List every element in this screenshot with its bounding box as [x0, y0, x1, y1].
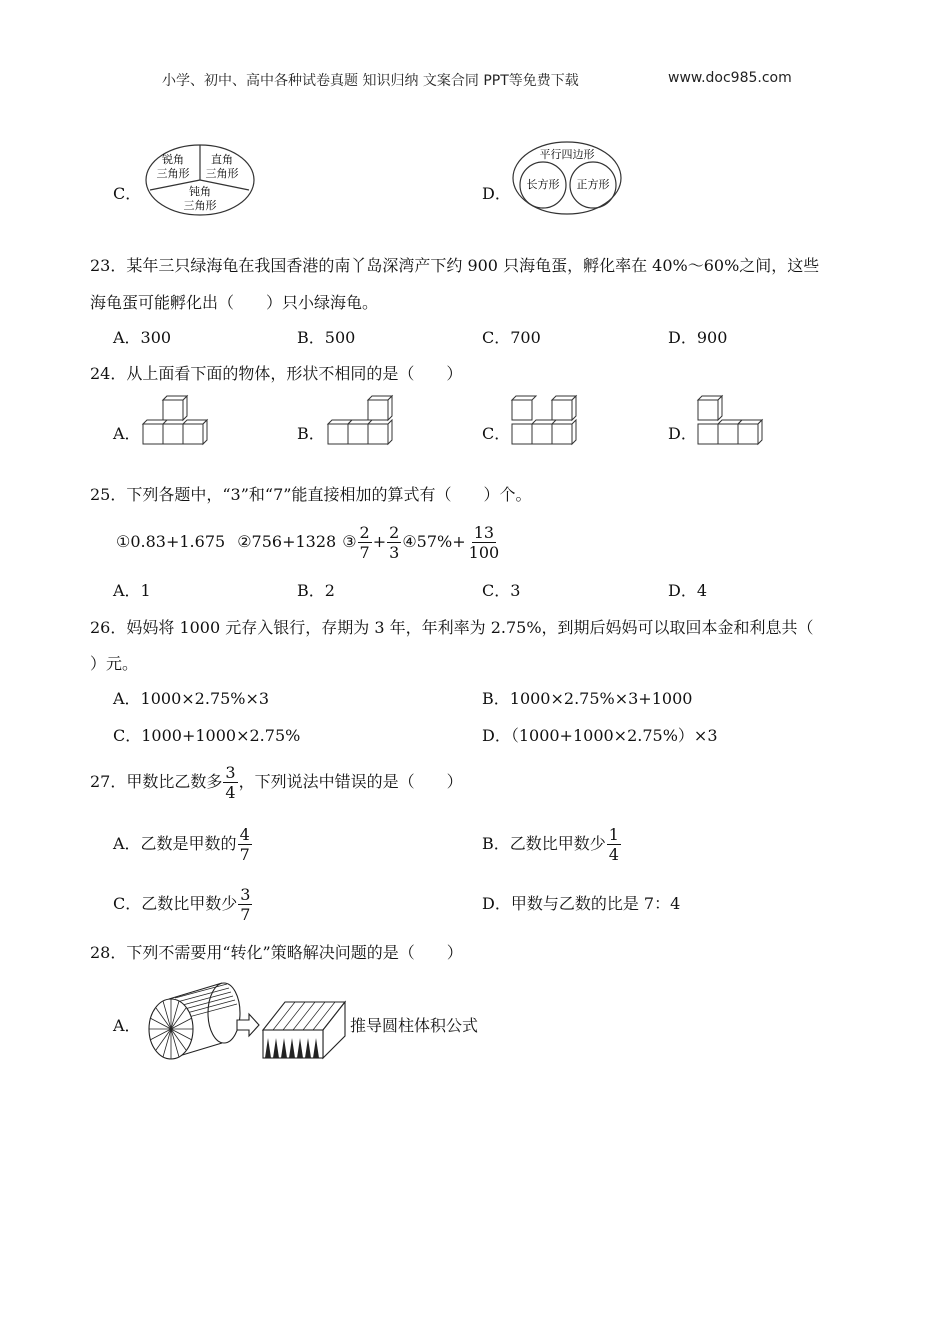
q24-option-b-label[interactable]: B．	[297, 424, 325, 443]
q27-option-d[interactable]: D．甲数与乙数的比是 7：4	[482, 894, 681, 913]
q25-expr-4-frac: $\frac{13}{100}$	[468, 522, 500, 562]
q25-expr-3-frac1: $\frac{2}{7}$	[359, 522, 370, 562]
q25-expr-2: ②756+1328	[237, 532, 337, 551]
q22-option-c-label: C．	[113, 184, 142, 203]
header-url: www.doc985.com	[668, 70, 792, 86]
q26-stem-line1: 26．妈妈将 1000 元存入银行，存期为 3 年，年利率为 2.75%，到期后妈妈可以取回本金和利息共（	[90, 618, 814, 637]
rectangle-label: 长方形	[526, 178, 560, 191]
acute-label-1: 锐角	[162, 153, 184, 166]
triangle-classification-diagram	[145, 142, 257, 216]
q25-expr-3-prefix: ③	[342, 532, 357, 551]
cube-stack-a	[142, 395, 208, 447]
q23-stem-line1: 23．某年三只绿海龟在我国香港的南丫岛深湾产下约 900 只海龟蛋，孵化率在 40%～60%之间，这些	[90, 256, 820, 275]
q25-option-b[interactable]: B．2	[297, 581, 335, 600]
cube-stack-d	[696, 395, 768, 447]
q23-stem-line2: 海龟蛋可能孵化出（ ）只小绿海龟。	[90, 293, 379, 312]
q23-option-b[interactable]: B．500	[297, 328, 356, 347]
q25-expr-3-frac2: $\frac{2}{3}$	[389, 522, 400, 562]
cube-stack-c	[510, 395, 580, 447]
q25-expressions	[116, 522, 502, 562]
q27-stem-frac: $\frac{3}{4}$	[225, 762, 236, 802]
right-label-2: 三角形	[205, 167, 239, 180]
header-text: 小学、初中、高中各种试卷真题 知识归纳 文案合同 PPT等免费下载	[162, 73, 579, 89]
cylinder-to-cuboid-figure	[145, 980, 350, 1064]
obtuse-label-1: 钝角	[189, 185, 211, 198]
q27-option-c[interactable]: C．乙数比甲数少 $\frac{3}{7}$	[113, 884, 251, 924]
q27-stem: 27．甲数比乙数多 $\frac{3}{4}$ ，下列说法中错误的是（ ）	[90, 762, 463, 802]
q24-option-c-label[interactable]: C．	[482, 424, 511, 443]
cube-stack-b	[325, 395, 395, 447]
q25-expr-4-prefix: ④57%+	[402, 532, 466, 551]
q25-expr-3-plus: +	[372, 532, 387, 551]
parallelogram-classification-diagram	[512, 140, 624, 216]
q26-option-d[interactable]: D．（1000+1000×2.75%）×3	[482, 726, 718, 745]
q24-option-a-label[interactable]: A．	[113, 424, 141, 443]
acute-label-2: 三角形	[156, 167, 190, 180]
q23-option-c[interactable]: C．700	[482, 328, 541, 347]
q25-stem: 25．下列各题中，“3”和“7”能直接相加的算式有（ ）个。	[90, 485, 532, 504]
q28-option-a-label[interactable]: A．	[113, 1016, 141, 1035]
q27-option-a[interactable]: A．乙数是甲数的 $\frac{4}{7}$	[113, 824, 250, 864]
q24-stem: 24．从上面看下面的物体，形状不相同的是（ ）	[90, 364, 463, 383]
q28-option-a-caption: 推导圆柱体积公式	[350, 1016, 479, 1035]
q25-option-c[interactable]: C．3	[482, 581, 521, 600]
square-label: 正方形	[576, 178, 610, 191]
q25-option-d[interactable]: D．4	[668, 581, 708, 600]
q26-option-c[interactable]: C．1000+1000×2.75%	[113, 726, 301, 745]
q25-expr-1: ①0.83+1.675	[116, 532, 226, 551]
q25-option-a[interactable]: A．1	[113, 581, 151, 600]
parallelogram-label: 平行四边形	[539, 148, 595, 161]
q27-option-b[interactable]: B．乙数比甲数少 $\frac{1}{4}$	[482, 824, 619, 864]
q23-option-a[interactable]: A．300	[113, 328, 172, 347]
q26-stem-line2: ）元。	[90, 654, 139, 673]
right-label-1: 直角	[211, 153, 233, 166]
q26-option-a[interactable]: A．1000×2.75%×3	[113, 689, 270, 708]
q26-option-b[interactable]: B．1000×2.75%×3+1000	[482, 689, 693, 708]
obtuse-label-2: 三角形	[183, 199, 217, 212]
q22-option-d-label: D．	[482, 184, 511, 203]
q23-option-d[interactable]: D．900	[668, 328, 728, 347]
q24-option-d-label[interactable]: D．	[668, 424, 697, 443]
q28-stem: 28．下列不需要用“转化”策略解决问题的是（ ）	[90, 943, 463, 962]
